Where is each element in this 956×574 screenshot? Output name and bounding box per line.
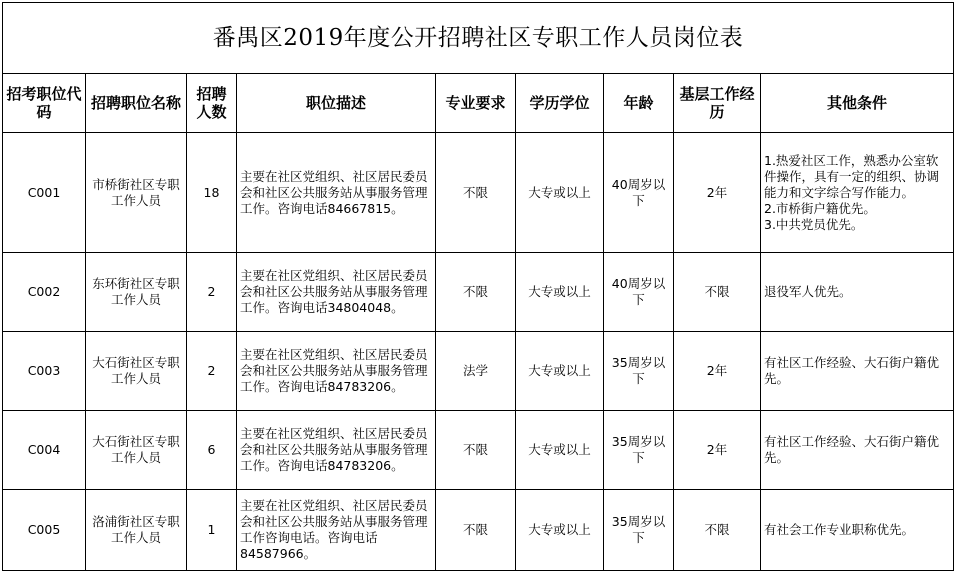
cell-major: 不限 [436, 253, 516, 332]
cell-desc: 主要在社区党组织、社区居民委员会和社区公共服务站从事服务管理工作。咨询电话84783206。 [237, 332, 436, 411]
cell-major: 不限 [436, 133, 516, 253]
job-table-container [2, 2, 953, 571]
cell-code: C002 [3, 253, 86, 332]
cell-other: 有社区工作经验、大石街户籍优先。 [761, 332, 954, 411]
cell-name: 市桥街社区专职工作人员 [86, 133, 187, 253]
header-name: 招聘职位名称 [86, 74, 187, 133]
table-row [3, 133, 954, 253]
cell-other: 有社会工作专业职称优先。 [761, 490, 954, 571]
cell-count: 6 [187, 411, 237, 490]
cell-other: 退役军人优先。 [761, 253, 954, 332]
other-line: 1.热爱社区工作，熟悉办公室软件操作，具有一定的组织、协调能力和文字综合写作能力。 [764, 152, 940, 200]
table-row [3, 332, 954, 411]
header-age: 年龄 [604, 74, 674, 133]
cell-edu: 大专或以上 [516, 411, 604, 490]
cell-exp: 2年 [674, 133, 761, 253]
cell-major: 不限 [436, 411, 516, 490]
cell-edu: 大专或以上 [516, 253, 604, 332]
header-code: 招考职位代码 [3, 74, 86, 133]
cell-count: 2 [187, 332, 237, 411]
cell-name: 大石街社区专职工作人员 [86, 332, 187, 411]
cell-age: 40周岁以下 [604, 133, 674, 253]
cell-edu: 大专或以上 [516, 490, 604, 571]
cell-name: 洛浦街社区专职工作人员 [86, 490, 187, 571]
cell-major: 法学 [436, 332, 516, 411]
cell-code: C003 [3, 332, 86, 411]
other-line: 2.市桥街户籍优先。 [764, 200, 876, 216]
header-row [3, 74, 954, 133]
cell-name: 东环街社区专职工作人员 [86, 253, 187, 332]
header-other: 其他条件 [761, 74, 954, 133]
cell-exp: 不限 [674, 490, 761, 571]
header-edu: 学历学位 [516, 74, 604, 133]
cell-edu: 大专或以上 [516, 133, 604, 253]
cell-code: C004 [3, 411, 86, 490]
header-desc: 职位描述 [237, 74, 436, 133]
cell-age: 40周岁以下 [604, 253, 674, 332]
cell-desc: 主要在社区党组织、社区居民委员会和社区公共服务站从事服务管理工作。咨询电话84783206。 [237, 411, 436, 490]
cell-desc: 主要在社区党组织、社区居民委员会和社区公共服务站从事服务管理工作。咨询电话84667815。 [237, 133, 436, 253]
other-line: 3.中共党员优先。 [764, 216, 864, 232]
cell-major: 不限 [436, 490, 516, 571]
table-row [3, 490, 954, 571]
cell-exp: 2年 [674, 411, 761, 490]
cell-desc: 主要在社区党组织、社区居民委员会和社区公共服务站从事服务管理工作咨询电话。咨询电话84587966。 [237, 490, 436, 571]
job-position-table [2, 2, 954, 571]
cell-count: 1 [187, 490, 237, 571]
cell-name: 大石街社区专职工作人员 [86, 411, 187, 490]
header-count: 招聘人数 [187, 74, 237, 133]
cell-count: 18 [187, 133, 237, 253]
cell-exp: 不限 [674, 253, 761, 332]
cell-code: C001 [3, 133, 86, 253]
table-title: 番禺区2019年度公开招聘社区专职工作人员岗位表 [3, 3, 954, 74]
header-major: 专业要求 [436, 74, 516, 133]
cell-age: 35周岁以下 [604, 332, 674, 411]
cell-exp: 2年 [674, 332, 761, 411]
header-exp: 基层工作经历 [674, 74, 761, 133]
cell-other [761, 133, 954, 253]
cell-edu: 大专或以上 [516, 332, 604, 411]
cell-age: 35周岁以下 [604, 490, 674, 571]
table-row [3, 411, 954, 490]
cell-desc: 主要在社区党组织、社区居民委员会和社区公共服务站从事服务管理工作。咨询电话34804048。 [237, 253, 436, 332]
cell-count: 2 [187, 253, 237, 332]
cell-age: 35周岁以下 [604, 411, 674, 490]
table-row [3, 253, 954, 332]
cell-code: C005 [3, 490, 86, 571]
cell-other: 有社区工作经验、大石街户籍优先。 [761, 411, 954, 490]
